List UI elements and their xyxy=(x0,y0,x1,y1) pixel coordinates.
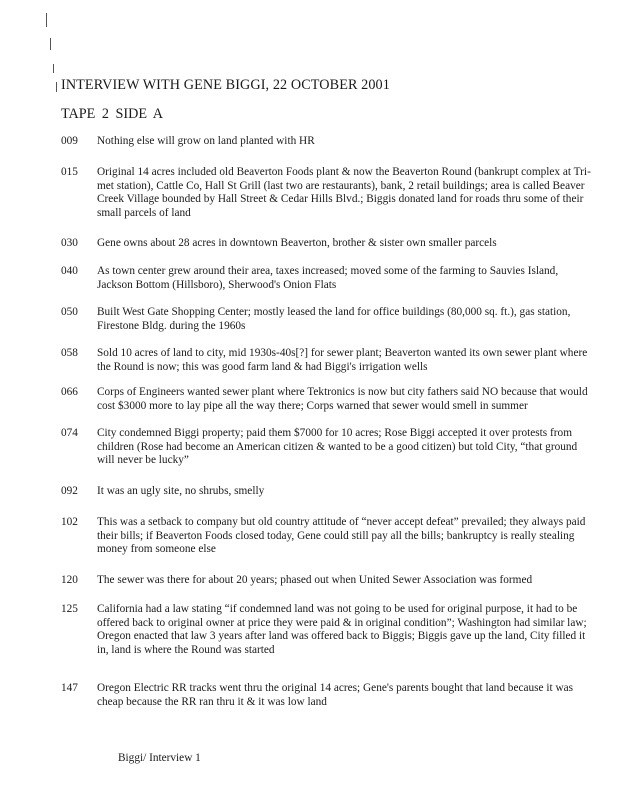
entry-code: 092 xyxy=(61,485,78,497)
entry-code: 102 xyxy=(61,516,78,528)
entry-code: 125 xyxy=(61,603,78,615)
entry-text: Built West Gate Shopping Center; mostly leased the land for office buildings (80,000 sq. ft.), gas station, Firestone Bldg. during the 1960s xyxy=(97,306,571,332)
entry-code: 030 xyxy=(61,237,78,249)
tape-side-heading: TAPE 2 SIDE A xyxy=(61,106,164,122)
entry-code: 058 xyxy=(61,347,78,359)
entry-text: Corps of Engineers wanted sewer plant where Tektronics is now but city fathers said NO because that would cost $3000 more to lay pipe all the way there; Corps warned that sewer would smell in summer xyxy=(97,386,588,412)
scan-mark xyxy=(46,13,47,27)
entry-code: 015 xyxy=(61,166,78,178)
entry-text: City condemned Biggi property; paid them $7000 for 10 acres; Rose Biggi accepted it over protests from children (Rose had become an American citizen & wanted to be a good citizen) but told City, “that ground will never be lucky” xyxy=(97,427,578,467)
entry-text: It was an ugly site, no shrubs, smelly xyxy=(97,485,265,497)
scan-mark xyxy=(56,82,57,92)
scan-mark xyxy=(50,38,51,50)
entry-text: Original 14 acres included old Beaverton Foods plant & now the Beaverton Round (bankrupt complex at Tri-met station), Cattle Co, Hall St Grill (last two are restaurants), bank, 2 retail buildings; area is called Beaver Creek Village bounded by Hall Street & Cedar Hills Blvd.; Biggis donated land for roads thru some of their small parcels of land xyxy=(97,166,591,219)
entry-text: This was a setback to company but old country attitude of “never accept defeat” prevailed; they always paid their bills; if Beaverton Foods closed today, Gene could still pay all the bills; bankruptcy is really stealing money from someone else xyxy=(97,516,586,556)
entry-text: The sewer was there for about 20 years; phased out when United Sewer Association was formed xyxy=(97,574,533,586)
document-title: INTERVIEW WITH GENE BIGGI, 22 OCTOBER 2001 xyxy=(61,77,390,93)
scan-mark xyxy=(53,64,54,73)
entry-text: Sold 10 acres of land to city, mid 1930s-40s[?] for sewer plant; Beaverton wanted its own sewer plant where the Round is now; this was good farm land & had Biggi's irrigation wells xyxy=(97,347,588,373)
entry-text: California had a law stating “if condemned land was not going to be used for original purpose, it had to be offered back to original owner at price they were paid & in original condition”; Washington had similar law; Oregon enacted that law 3 years after land was offered back to Biggis; Biggis gave up the land, City filled it in, land is where the Round was started xyxy=(97,603,587,656)
page-footer: Biggi/ Interview 1 xyxy=(118,752,201,764)
entry-code: 147 xyxy=(61,682,78,694)
entry-code: 066 xyxy=(61,386,78,398)
entry-code: 050 xyxy=(61,306,78,318)
entry-code: 120 xyxy=(61,574,78,586)
entry-code: 074 xyxy=(61,427,78,439)
entry-text: As town center grew around their area, taxes increased; moved some of the farming to Sauvies Island, Jackson Bottom (Hillsboro), Sherwood's Onion Flats xyxy=(97,265,559,291)
entry-text: Oregon Electric RR tracks went thru the original 14 acres; Gene's parents bought that land because it was cheap because the RR ran thru it & it was low land xyxy=(97,682,574,708)
entry-text: Nothing else will grow on land planted with HR xyxy=(97,135,315,147)
entry-text: Gene owns about 28 acres in downtown Beaverton, brother & sister own smaller parcels xyxy=(97,237,497,249)
entry-code: 009 xyxy=(61,135,78,147)
entry-code: 040 xyxy=(61,265,78,277)
